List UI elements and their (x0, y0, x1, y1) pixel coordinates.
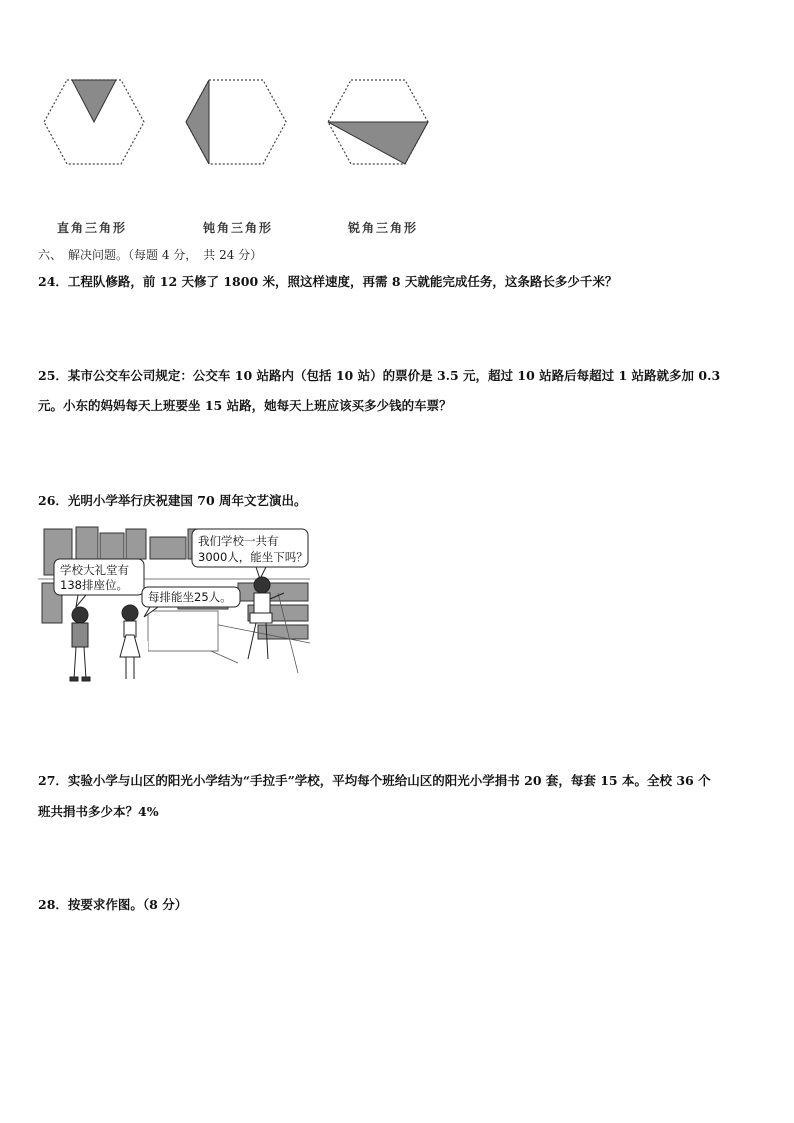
section-title: 六、 解决问题。（每题 4 分， 共 24 分） (38, 248, 263, 262)
figure-label-obtuse-triangle: 钝角三角形 (203, 221, 274, 235)
question-text: 实验小学与山区的阳光小学结为“手拉手”学校，平均每个班给山区的阳光小学捐书 20 套，每套 15 本。全校 36 个 (67, 773, 711, 788)
question-24 (38, 272, 617, 290)
question-number: 28． (38, 897, 68, 912)
question-27-line-2: 班共捐书多少本？4% (38, 804, 159, 819)
question-text: 工程队修路，前 12 天修了 1800 米，照这样速度，再需 8 天就能完成任务，这条路长多少千米？ (67, 274, 618, 289)
bubble-left-line-1: 学校大礼堂有 (60, 563, 129, 577)
figure-label-acute-triangle: 锐角三角形 (348, 221, 419, 235)
question-27 (38, 771, 711, 789)
question-26 (38, 491, 307, 509)
question-number: 26． (38, 493, 68, 508)
hexagon-right-triangle-figure (40, 76, 148, 168)
question-28 (38, 895, 187, 913)
question-25-line-2: 元。小东的妈妈每天上班要坐 15 站路，她每天上班应该买多少钱的车票？ (38, 398, 452, 413)
figure-label-right-triangle: 直角三角形 (57, 221, 128, 235)
bubble-right-line-1: 我们学校一共有 (198, 534, 279, 548)
bubble-right-line-2: 3000人，能坐下吗？ (198, 550, 308, 564)
auditorium-comic-illustration (38, 523, 310, 691)
question-number: 27． (38, 773, 68, 788)
question-text: 某市公交车公司规定：公交车 10 站路内（包括 10 站）的票价是 3.5 元，超过 10 站路后每超过 1 站路就多加 0.3 (67, 368, 721, 383)
question-number: 25． (38, 368, 68, 383)
question-text: 光明小学举行庆祝建国 70 周年文艺演出。 (67, 493, 307, 508)
question-number: 24． (38, 274, 68, 289)
bubble-left-line-2: 138排座位。 (60, 578, 128, 592)
bubble-middle-text: 每排能坐25人。 (148, 590, 232, 604)
hexagon-acute-triangle-figure (324, 76, 432, 168)
question-text: 按要求作图。（8 分） (67, 897, 188, 912)
hexagon-obtuse-triangle-figure (182, 76, 290, 168)
question-25 (38, 366, 720, 384)
